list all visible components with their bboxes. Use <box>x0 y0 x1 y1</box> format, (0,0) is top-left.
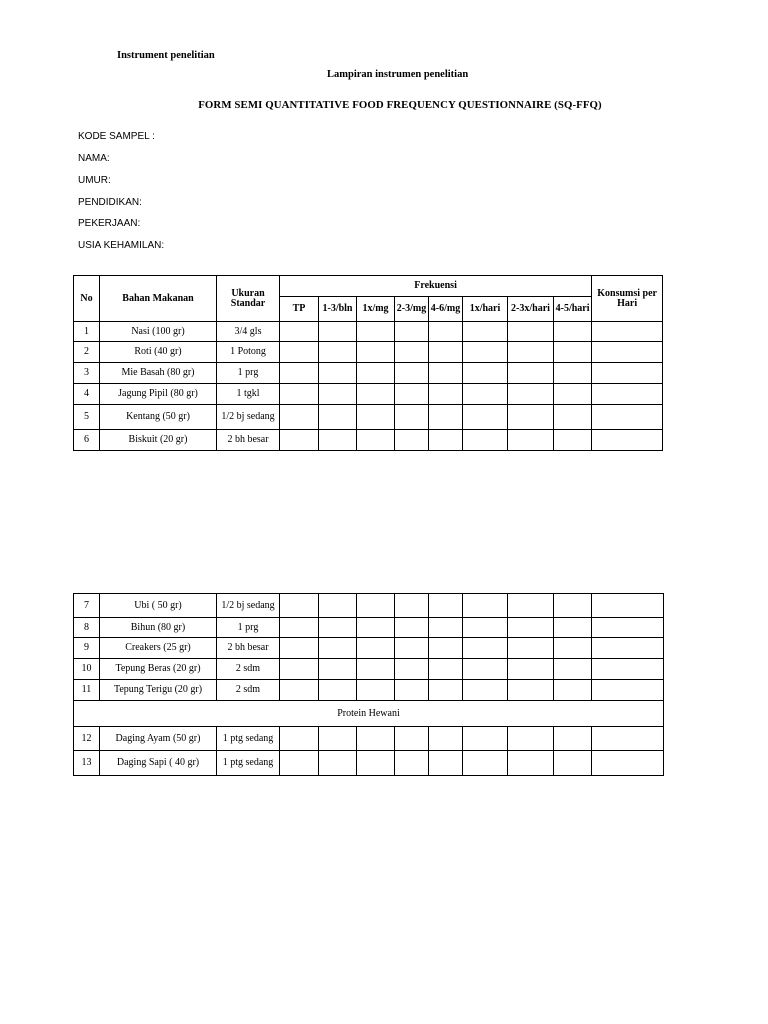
frequency-cell[interactable] <box>429 727 463 751</box>
row-food: Roti (40 gr) <box>100 342 217 363</box>
header-freq-col: 1x/hari <box>463 297 508 322</box>
row-portion: 1 prg <box>217 363 280 384</box>
row-portion: 2 sdm <box>217 680 280 701</box>
frequency-cell[interactable] <box>429 322 463 342</box>
row-number: 4 <box>74 384 100 405</box>
konsumsi-cell[interactable] <box>592 322 663 342</box>
frequency-cell[interactable] <box>508 384 554 405</box>
frequency-cell[interactable] <box>357 405 395 430</box>
header-freq-col: 4-6/mg <box>429 297 463 322</box>
frequency-cell[interactable] <box>319 659 357 680</box>
frequency-cell[interactable] <box>508 638 554 659</box>
frequency-cell[interactable] <box>280 342 319 363</box>
lampiran-heading: Lampiran instrumen penelitian <box>327 69 469 80</box>
row-portion: 1 prg <box>217 618 280 638</box>
row-portion: 2 sdm <box>217 659 280 680</box>
frequency-cell[interactable] <box>280 727 319 751</box>
frequency-cell[interactable] <box>508 659 554 680</box>
frequency-cell[interactable] <box>395 405 429 430</box>
table-row <box>74 680 664 701</box>
frequency-cell[interactable] <box>319 363 357 384</box>
frequency-cell[interactable] <box>357 430 395 451</box>
row-food: Tepung Terigu (20 gr) <box>100 680 217 701</box>
frequency-cell[interactable] <box>554 384 592 405</box>
frequency-cell[interactable] <box>554 751 592 776</box>
frequency-cell[interactable] <box>319 384 357 405</box>
frequency-cell[interactable] <box>395 430 429 451</box>
frequency-cell[interactable] <box>357 638 395 659</box>
frequency-cell[interactable] <box>508 405 554 430</box>
row-portion: 2 bh besar <box>217 430 280 451</box>
frequency-cell[interactable] <box>357 751 395 776</box>
konsumsi-cell[interactable] <box>592 405 663 430</box>
frequency-cell[interactable] <box>395 727 429 751</box>
field-pendidikan: PENDIDIKAN: <box>78 197 142 208</box>
konsumsi-cell[interactable] <box>592 618 664 638</box>
row-food: Mie Basah (80 gr) <box>100 363 217 384</box>
frequency-cell[interactable] <box>508 751 554 776</box>
header-freq-col: 1-3/bln <box>319 297 357 322</box>
field-nama: NAMA: <box>78 153 110 164</box>
row-portion: 1/2 bj sedang <box>217 594 280 618</box>
frequency-cell[interactable] <box>463 659 508 680</box>
row-number: 5 <box>74 405 100 430</box>
frequency-cell[interactable] <box>429 384 463 405</box>
frequency-cell[interactable] <box>357 618 395 638</box>
row-food: Jagung Pipil (80 gr) <box>100 384 217 405</box>
frequency-cell[interactable] <box>554 430 592 451</box>
frequency-cell[interactable] <box>319 342 357 363</box>
frequency-cell[interactable] <box>429 680 463 701</box>
table-row <box>74 405 663 430</box>
frequency-cell[interactable] <box>508 322 554 342</box>
table-row <box>74 659 664 680</box>
table-row <box>74 618 664 638</box>
header-freq-col: TP <box>280 297 319 322</box>
frequency-cell[interactable] <box>319 638 357 659</box>
field-usia-kehamilan: USIA KEHAMILAN: <box>78 240 165 251</box>
frequency-cell[interactable] <box>395 618 429 638</box>
header-ukuran-standar: Ukuran Standar <box>217 276 280 322</box>
frequency-cell[interactable] <box>357 680 395 701</box>
frequency-cell[interactable] <box>554 618 592 638</box>
row-food: Tepung Beras (20 gr) <box>100 659 217 680</box>
frequency-cell[interactable] <box>554 594 592 618</box>
frequency-cell[interactable] <box>280 751 319 776</box>
frequency-cell[interactable] <box>554 659 592 680</box>
field-umur: UMUR: <box>78 175 111 186</box>
row-food: Nasi (100 gr) <box>100 322 217 342</box>
frequency-cell[interactable] <box>429 594 463 618</box>
frequency-cell[interactable] <box>319 680 357 701</box>
header-freq-col: 1x/mg <box>357 297 395 322</box>
row-food: Kentang (50 gr) <box>100 405 217 430</box>
section-protein-hewani: Protein Hewani <box>74 701 664 727</box>
form-title: FORM SEMI QUANTITATIVE FOOD FREQUENCY QUESTIONNAIRE (SQ-FFQ) <box>198 99 602 111</box>
frequency-cell[interactable] <box>280 680 319 701</box>
frequency-cell[interactable] <box>463 430 508 451</box>
ffq-table-2 <box>73 593 664 776</box>
frequency-cell[interactable] <box>508 594 554 618</box>
row-number: 2 <box>74 342 100 363</box>
row-number: 8 <box>74 618 100 638</box>
ffq-table-1 <box>73 275 663 451</box>
frequency-cell[interactable] <box>429 405 463 430</box>
konsumsi-cell[interactable] <box>592 594 664 618</box>
row-number: 9 <box>74 638 100 659</box>
frequency-cell[interactable] <box>319 751 357 776</box>
frequency-cell[interactable] <box>280 405 319 430</box>
table-row <box>74 384 663 405</box>
frequency-cell[interactable] <box>280 638 319 659</box>
frequency-cell[interactable] <box>429 618 463 638</box>
frequency-cell[interactable] <box>508 363 554 384</box>
table-row <box>74 638 664 659</box>
konsumsi-cell[interactable] <box>592 363 663 384</box>
frequency-cell[interactable] <box>319 727 357 751</box>
field-pekerjaan: PEKERJAAN: <box>78 218 141 229</box>
table-row <box>74 322 663 342</box>
header-bahan-makanan: Bahan Makanan <box>100 276 217 322</box>
frequency-cell[interactable] <box>280 363 319 384</box>
row-portion: 3/4 gls <box>217 322 280 342</box>
row-portion: 1/2 bj sedang <box>217 405 280 430</box>
konsumsi-cell[interactable] <box>592 727 664 751</box>
frequency-cell[interactable] <box>508 680 554 701</box>
table-row <box>74 594 664 618</box>
frequency-cell[interactable] <box>463 751 508 776</box>
table-row <box>74 363 663 384</box>
frequency-cell[interactable] <box>280 618 319 638</box>
frequency-cell[interactable] <box>395 384 429 405</box>
konsumsi-cell[interactable] <box>592 751 664 776</box>
frequency-cell[interactable] <box>463 405 508 430</box>
frequency-cell[interactable] <box>395 751 429 776</box>
frequency-cell[interactable] <box>319 594 357 618</box>
frequency-cell[interactable] <box>319 405 357 430</box>
frequency-cell[interactable] <box>554 727 592 751</box>
frequency-cell[interactable] <box>395 342 429 363</box>
field-kode-sampel: KODE SAMPEL : <box>78 131 155 142</box>
frequency-cell[interactable] <box>463 618 508 638</box>
frequency-cell[interactable] <box>463 322 508 342</box>
frequency-cell[interactable] <box>395 659 429 680</box>
konsumsi-cell[interactable] <box>592 430 663 451</box>
frequency-cell[interactable] <box>554 322 592 342</box>
frequency-cell[interactable] <box>395 638 429 659</box>
frequency-cell[interactable] <box>280 430 319 451</box>
row-portion: 1 ptg sedang <box>217 751 280 776</box>
frequency-cell[interactable] <box>554 638 592 659</box>
header-freq-col: 4-5/hari <box>554 297 592 322</box>
frequency-cell[interactable] <box>319 322 357 342</box>
row-food: Daging Sapi ( 40 gr) <box>100 751 217 776</box>
konsumsi-cell[interactable] <box>592 659 664 680</box>
row-number: 13 <box>74 751 100 776</box>
row-number: 6 <box>74 430 100 451</box>
frequency-cell[interactable] <box>357 727 395 751</box>
frequency-cell[interactable] <box>508 618 554 638</box>
frequency-cell[interactable] <box>280 384 319 405</box>
header-frekuensi: Frekuensi <box>280 276 592 297</box>
table-row <box>74 727 664 751</box>
konsumsi-cell[interactable] <box>592 638 664 659</box>
frequency-cell[interactable] <box>395 594 429 618</box>
frequency-cell[interactable] <box>357 594 395 618</box>
konsumsi-cell[interactable] <box>592 384 663 405</box>
frequency-cell[interactable] <box>429 430 463 451</box>
frequency-cell[interactable] <box>280 322 319 342</box>
frequency-cell[interactable] <box>463 727 508 751</box>
row-food: Ubi ( 50 gr) <box>100 594 217 618</box>
frequency-cell[interactable] <box>357 342 395 363</box>
row-portion: 1 tgkl <box>217 384 280 405</box>
frequency-cell[interactable] <box>508 430 554 451</box>
frequency-cell[interactable] <box>463 363 508 384</box>
frequency-cell[interactable] <box>554 363 592 384</box>
frequency-cell[interactable] <box>395 363 429 384</box>
row-number: 3 <box>74 363 100 384</box>
table-row <box>74 342 663 363</box>
header-konsumsi: Konsumsi per Hari <box>592 276 663 322</box>
frequency-cell[interactable] <box>429 363 463 384</box>
row-number: 7 <box>74 594 100 618</box>
row-food: Creakers (25 gr) <box>100 638 217 659</box>
frequency-cell[interactable] <box>463 638 508 659</box>
row-number: 1 <box>74 322 100 342</box>
row-food: Daging Ayam (50 gr) <box>100 727 217 751</box>
frequency-cell[interactable] <box>554 405 592 430</box>
konsumsi-cell[interactable] <box>592 342 663 363</box>
instrument-heading: Instrument penelitian <box>117 50 215 61</box>
frequency-cell[interactable] <box>395 680 429 701</box>
frequency-cell[interactable] <box>429 751 463 776</box>
frequency-cell[interactable] <box>429 342 463 363</box>
row-number: 12 <box>74 727 100 751</box>
header-no: No <box>74 276 100 322</box>
frequency-cell[interactable] <box>280 594 319 618</box>
frequency-cell[interactable] <box>429 659 463 680</box>
frequency-cell[interactable] <box>463 384 508 405</box>
frequency-cell[interactable] <box>319 430 357 451</box>
row-number: 11 <box>74 680 100 701</box>
frequency-cell[interactable] <box>554 680 592 701</box>
row-portion: 2 bh besar <box>217 638 280 659</box>
frequency-cell[interactable] <box>357 659 395 680</box>
header-freq-col: 2-3x/hari <box>508 297 554 322</box>
row-portion: 1 ptg sedang <box>217 727 280 751</box>
frequency-cell[interactable] <box>357 322 395 342</box>
frequency-cell[interactable] <box>508 727 554 751</box>
row-food: Bihun (80 gr) <box>100 618 217 638</box>
row-food: Biskuit (20 gr) <box>100 430 217 451</box>
konsumsi-cell[interactable] <box>592 680 664 701</box>
frequency-cell[interactable] <box>280 659 319 680</box>
frequency-cell[interactable] <box>508 342 554 363</box>
table-row <box>74 430 663 451</box>
frequency-cell[interactable] <box>357 363 395 384</box>
frequency-cell[interactable] <box>357 384 395 405</box>
frequency-cell[interactable] <box>554 342 592 363</box>
frequency-cell[interactable] <box>463 342 508 363</box>
frequency-cell[interactable] <box>395 322 429 342</box>
frequency-cell[interactable] <box>463 680 508 701</box>
row-number: 10 <box>74 659 100 680</box>
frequency-cell[interactable] <box>319 618 357 638</box>
frequency-cell[interactable] <box>429 638 463 659</box>
row-portion: 1 Potong <box>217 342 280 363</box>
header-freq-col: 2-3/mg <box>395 297 429 322</box>
frequency-cell[interactable] <box>463 594 508 618</box>
table-row <box>74 751 664 776</box>
